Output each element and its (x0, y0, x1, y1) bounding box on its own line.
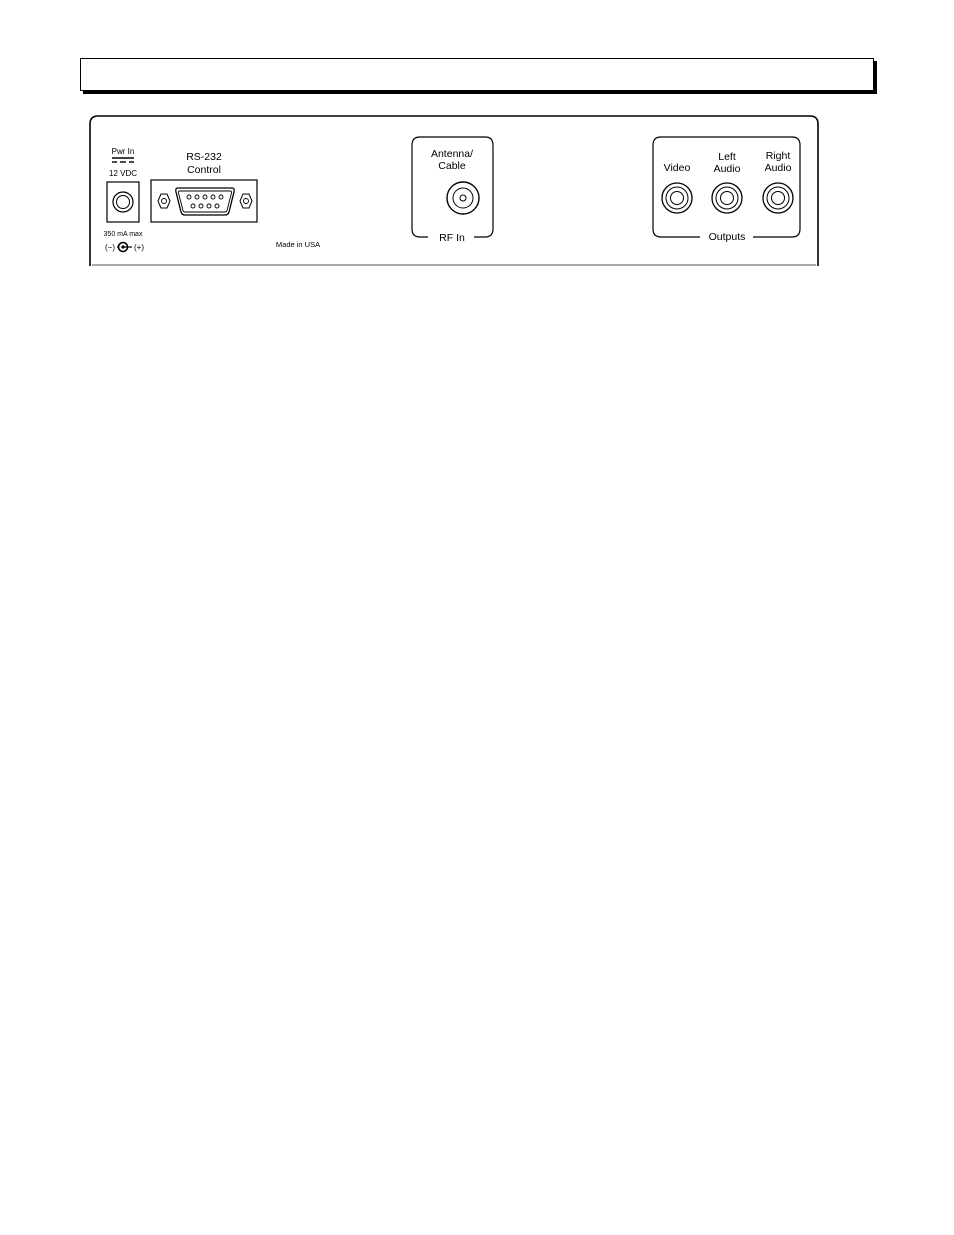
polarity-symbol (105, 243, 144, 253)
right-audio-rca-jack[interactable] (763, 183, 793, 213)
rf-in-label: RF In (439, 232, 465, 244)
power-label: Pwr In (111, 147, 135, 156)
outputs-label: Outputs (708, 231, 746, 243)
left-audio-label-line1: Left (718, 151, 736, 163)
rf-label-line2: Cable (438, 160, 466, 172)
power-voltage-label: 12 VDC (108, 169, 138, 178)
rf-in-connector[interactable] (447, 182, 479, 214)
video-rca-jack[interactable] (662, 183, 692, 213)
made-in-label: Made in USA (275, 240, 321, 249)
rs232-db9-port[interactable] (151, 180, 257, 222)
power-jack[interactable] (107, 182, 139, 222)
dc-symbol-icon (112, 158, 134, 162)
center-positive-icon (119, 243, 133, 252)
rs232-label-line1: RS-232 (186, 151, 222, 163)
polarity-plus: (+) (134, 243, 144, 252)
rs232-label-line2: Control (187, 164, 221, 176)
left-audio-rca-jack[interactable] (712, 183, 742, 213)
video-label: Video (663, 162, 691, 174)
left-audio-label-line2: Audio (713, 163, 741, 175)
power-current-label: 350 mA max (103, 231, 143, 238)
polarity-minus: (−) (105, 243, 115, 252)
rf-label-line1: Antenna/ (430, 148, 474, 160)
rear-panel-diagram (86, 112, 822, 272)
section-header-box (80, 58, 874, 91)
right-audio-label-line2: Audio (764, 162, 792, 174)
right-audio-label-line1: Right (765, 150, 791, 162)
